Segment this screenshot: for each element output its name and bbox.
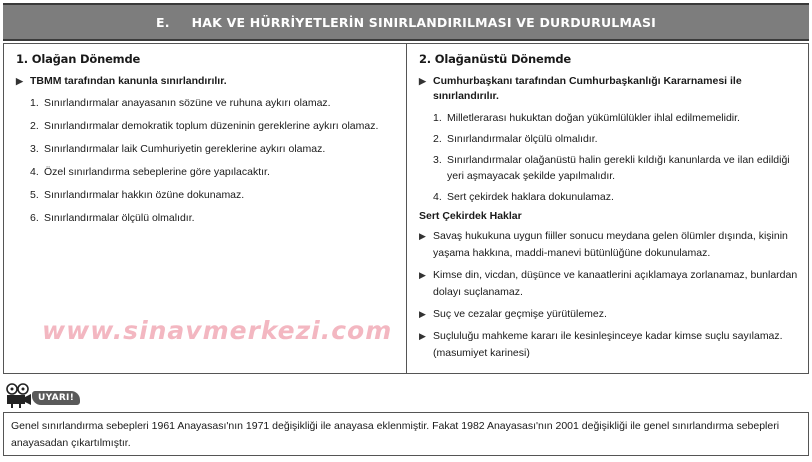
item-text: Özel sınırlandırma sebeplerine göre yapılacaktır.	[44, 166, 270, 178]
ordinary-main-text: TBMM tarafından kanunla sınırlandırılır.	[30, 75, 227, 87]
extraordinary-item	[433, 131, 798, 147]
item-text: Sınırlandırmalar anayasanın sözüne ve ruhuna aykırı olamaz.	[44, 97, 331, 109]
ordinary-item	[30, 187, 396, 203]
extraordinary-period-title: 2. Olağanüstü Dönemde	[419, 52, 571, 66]
projector-icon	[4, 383, 32, 409]
ordinary-item	[30, 95, 396, 111]
extraordinary-item	[433, 110, 798, 126]
extraordinary-conditions-list	[419, 110, 798, 205]
warning-note: Genel sınırlandırma sebepleri 1961 Anayasası'nın 1971 değişikliği ile anayasa eklenmiştir. Fakat 1982 Anayasası'nın 2001 değişikliği ile genel sınırlandırma sebepleri anayasadan çıkartılmıştır.	[3, 412, 809, 456]
hard-core-right-item	[419, 267, 798, 301]
ordinary-item	[30, 164, 396, 180]
hard-core-right-item	[419, 328, 798, 362]
hard-core-right-item	[419, 228, 798, 262]
ordinary-item	[30, 118, 396, 134]
hard-core-right-text: Suçluluğu mahkeme kararı ile kesinleşinceye kadar kimse suçlu sayılamaz. (masumiyet karinesi)	[433, 330, 783, 359]
item-text: Sınırlandırmalar ölçülü olmalıdır.	[44, 212, 195, 224]
item-text: Sınırlandırmalar ölçülü olmalıdır.	[447, 133, 598, 145]
item-number: 1.	[433, 112, 442, 124]
extraordinary-main-text: Cumhurbaşkanı tarafından Cumhurbaşkanlığı Kararnamesi ile sınırlandırılır.	[433, 75, 742, 102]
item-text: Sert çekirdek haklara dokunulamaz.	[447, 191, 614, 203]
item-number: 6.	[30, 212, 39, 224]
extraordinary-item	[433, 189, 798, 205]
item-text: Sınırlandırmalar demokratik toplum düzeninin gereklerine aykırı olamaz.	[44, 120, 379, 132]
extraordinary-main-point	[419, 74, 798, 104]
watermark: www.sinavmerkezi.com	[42, 316, 393, 345]
item-number: 3.	[30, 143, 39, 155]
hard-core-rights-list	[419, 228, 798, 362]
extraordinary-period-column	[407, 44, 808, 373]
item-number: 1.	[30, 97, 39, 109]
arrow-bullet-icon: ▶	[419, 231, 426, 241]
item-text: Sınırlandırmalar olağanüstü halin gerekli kıldığı kanunlarda ve ilan edildiği yeri aşmayacak şekilde yapılmalıdır.	[447, 154, 790, 182]
warning-badge: UYARI!	[32, 391, 80, 405]
section-banner	[3, 3, 809, 41]
item-number: 3.	[433, 154, 442, 166]
item-number: 2.	[30, 120, 39, 132]
ordinary-conditions-list	[16, 95, 396, 226]
item-text: Sınırlandırmalar laik Cumhuriyetin gereklerine aykırı olamaz.	[44, 143, 326, 155]
hard-core-rights-heading: Sert Çekirdek Haklar	[419, 210, 522, 222]
hard-core-right-item	[419, 306, 798, 323]
item-number: 4.	[30, 166, 39, 178]
hard-core-right-text: Suç ve cezalar geçmişe yürütülemez.	[433, 308, 607, 320]
item-number: 4.	[433, 191, 442, 203]
item-number: 2.	[433, 133, 442, 145]
item-number: 5.	[30, 189, 39, 201]
ordinary-main-point	[16, 74, 396, 89]
hard-core-right-text: Savaş hukukuna uygun fiiller sonucu meydana gelen ölümler dışında, kişinin yaşama hakkına, maddi-manevi bütünlüğüne dokunulamaz.	[433, 230, 788, 259]
arrow-bullet-icon: ▶	[419, 331, 426, 341]
ordinary-period-title: 1. Olağan Dönemde	[16, 52, 141, 66]
ordinary-item	[30, 210, 396, 226]
arrow-bullet-icon: ▶	[419, 76, 426, 86]
arrow-bullet-icon: ▶	[16, 76, 23, 86]
extraordinary-item	[433, 152, 798, 184]
ordinary-item	[30, 141, 396, 157]
item-text: Sınırlandırmalar hakkın özüne dokunamaz.	[44, 189, 245, 201]
item-text: Milletlerarası hukuktan doğan yükümlülükler ihlal edilmemelidir.	[447, 112, 740, 124]
arrow-bullet-icon: ▶	[419, 270, 426, 280]
arrow-bullet-icon: ▶	[419, 309, 426, 319]
section-letter: E.	[155, 14, 170, 30]
section-title: HAK VE HÜRRİYETLERİN SINIRLANDIRILMASI VE DURDURULMASI	[191, 14, 657, 30]
hard-core-right-text: Kimse din, vicdan, düşünce ve kanaatlerini açıklamaya zorlanamaz, bunlardan dolayı suçlanamaz.	[433, 269, 798, 298]
